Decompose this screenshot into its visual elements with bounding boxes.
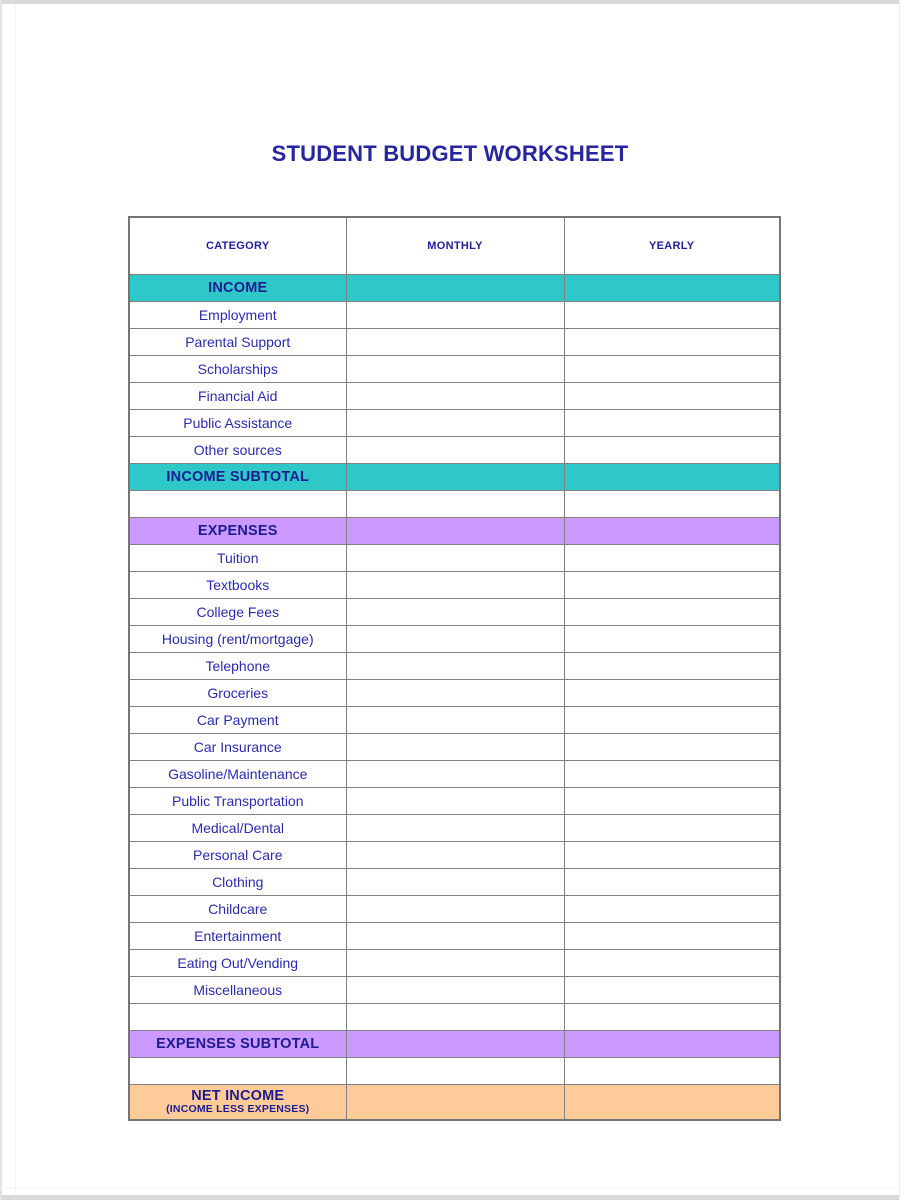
category-cell: Other sources [129,437,346,464]
category-cell: Clothing [129,869,346,896]
category-cell: INCOME [129,275,346,302]
yearly-value-cell[interactable] [564,545,780,572]
yearly-value-cell[interactable] [564,707,780,734]
monthly-value-cell[interactable] [346,1031,564,1058]
yearly-value-cell[interactable] [564,410,780,437]
category-cell: Housing (rent/mortgage) [129,626,346,653]
yearly-value-cell[interactable] [564,599,780,626]
category-cell: Miscellaneous [129,977,346,1004]
yearly-value-cell[interactable] [564,977,780,1004]
yearly-value-cell[interactable] [564,329,780,356]
monthly-value-cell[interactable] [346,626,564,653]
monthly-value-cell[interactable] [346,518,564,545]
yearly-value-cell[interactable] [564,518,780,545]
yearly-value-cell[interactable] [564,950,780,977]
monthly-value-cell[interactable] [346,329,564,356]
category-cell: EXPENSES [129,518,346,545]
yearly-value-cell[interactable] [564,896,780,923]
net-income-sublabel: (INCOME LESS EXPENSES) [166,1103,310,1115]
table-row [129,545,780,572]
table-row [129,869,780,896]
table-row [129,464,780,491]
monthly-value-cell[interactable] [346,572,564,599]
yearly-value-cell[interactable] [564,923,780,950]
category-cell: Textbooks [129,572,346,599]
monthly-value-cell[interactable] [346,734,564,761]
monthly-value-cell[interactable] [346,896,564,923]
monthly-value-cell[interactable] [346,275,564,302]
table-row [129,356,780,383]
category-cell: Medical/Dental [129,815,346,842]
monthly-value-cell[interactable] [346,1085,564,1121]
table-row [129,1004,780,1031]
category-cell: Telephone [129,653,346,680]
table-row [129,761,780,788]
category-cell: Groceries [129,680,346,707]
yearly-value-cell[interactable] [564,653,780,680]
monthly-value-cell[interactable] [346,653,564,680]
category-cell [129,1085,346,1121]
yearly-value-cell[interactable] [564,626,780,653]
monthly-value-cell[interactable] [346,545,564,572]
yearly-value-cell[interactable] [564,464,780,491]
monthly-value-cell[interactable] [346,491,564,518]
table-row [129,680,780,707]
page-edge-left [0,0,2,1200]
yearly-value-cell[interactable] [564,761,780,788]
monthly-value-cell[interactable] [346,1004,564,1031]
yearly-value-cell[interactable] [564,356,780,383]
table-row [129,788,780,815]
table-row [129,707,780,734]
yearly-value-cell[interactable] [564,1031,780,1058]
table-row [129,1031,780,1058]
page-edge-top [0,0,900,4]
page-edge-left-inner [15,4,16,1194]
page-edge-bottom [0,1195,900,1200]
table-row [129,599,780,626]
yearly-value-cell[interactable] [564,1004,780,1031]
yearly-value-cell[interactable] [564,680,780,707]
monthly-value-cell[interactable] [346,869,564,896]
header-row [129,217,780,275]
table-row [129,626,780,653]
monthly-value-cell[interactable] [346,437,564,464]
category-cell: Entertainment [129,923,346,950]
page-edge-bottom-inner [0,1188,900,1189]
category-cell: INCOME SUBTOTAL [129,464,346,491]
table-row [129,1085,780,1121]
yearly-value-cell[interactable] [564,491,780,518]
category-cell: Public Assistance [129,410,346,437]
table-row [129,977,780,1004]
page-title: STUDENT BUDGET WORKSHEET [271,141,629,166]
table-row [129,653,780,680]
monthly-value-cell[interactable] [346,383,564,410]
yearly-value-cell[interactable] [564,383,780,410]
yearly-value-cell[interactable] [564,842,780,869]
category-cell: Personal Care [129,842,346,869]
category-cell: Childcare [129,896,346,923]
monthly-value-cell[interactable] [346,950,564,977]
monthly-value-cell[interactable] [346,464,564,491]
monthly-value-cell[interactable] [346,815,564,842]
column-header-category: CATEGORY [129,217,346,275]
budget-table-body [129,275,780,1121]
column-header-yearly: YEARLY [564,217,780,275]
monthly-value-cell[interactable] [346,1058,564,1085]
table-row [129,383,780,410]
category-cell: College Fees [129,599,346,626]
monthly-value-cell[interactable] [346,923,564,950]
column-header-monthly: MONTHLY [346,217,564,275]
net-income-label: NET INCOME [191,1088,285,1104]
category-cell: Tuition [129,545,346,572]
yearly-value-cell[interactable] [564,1085,780,1121]
table-row [129,518,780,545]
category-cell: Employment [129,302,346,329]
yearly-value-cell[interactable] [564,869,780,896]
category-cell: Gasoline/Maintenance [129,761,346,788]
table-row [129,329,780,356]
category-cell: Eating Out/Vending [129,950,346,977]
category-cell: Public Transportation [129,788,346,815]
category-cell: Scholarships [129,356,346,383]
category-cell: Car Insurance [129,734,346,761]
yearly-value-cell[interactable] [564,1058,780,1085]
yearly-value-cell[interactable] [564,815,780,842]
table-row [129,410,780,437]
monthly-value-cell[interactable] [346,977,564,1004]
table-row [129,842,780,869]
yearly-value-cell[interactable] [564,734,780,761]
category-cell: Car Payment [129,707,346,734]
category-cell [129,491,346,518]
category-cell: Parental Support [129,329,346,356]
yearly-value-cell[interactable] [564,275,780,302]
table-row [129,896,780,923]
monthly-value-cell[interactable] [346,410,564,437]
table-row [129,1058,780,1085]
monthly-value-cell[interactable] [346,707,564,734]
table-row [129,491,780,518]
table-row [129,572,780,599]
table-row [129,950,780,977]
table-row [129,734,780,761]
category-cell [129,1004,346,1031]
yearly-value-cell[interactable] [564,437,780,464]
category-cell: EXPENSES SUBTOTAL [129,1031,346,1058]
table-row [129,275,780,302]
monthly-value-cell[interactable] [346,788,564,815]
monthly-value-cell[interactable] [346,680,564,707]
category-cell [129,1058,346,1085]
table-row [129,923,780,950]
monthly-value-cell[interactable] [346,302,564,329]
table-row [129,437,780,464]
budget-table [128,216,781,1121]
monthly-value-cell[interactable] [346,599,564,626]
table-row [129,302,780,329]
category-cell: Financial Aid [129,383,346,410]
yearly-value-cell[interactable] [564,302,780,329]
monthly-value-cell[interactable] [346,842,564,869]
yearly-value-cell[interactable] [564,572,780,599]
yearly-value-cell[interactable] [564,788,780,815]
monthly-value-cell[interactable] [346,356,564,383]
table-row [129,815,780,842]
monthly-value-cell[interactable] [346,761,564,788]
